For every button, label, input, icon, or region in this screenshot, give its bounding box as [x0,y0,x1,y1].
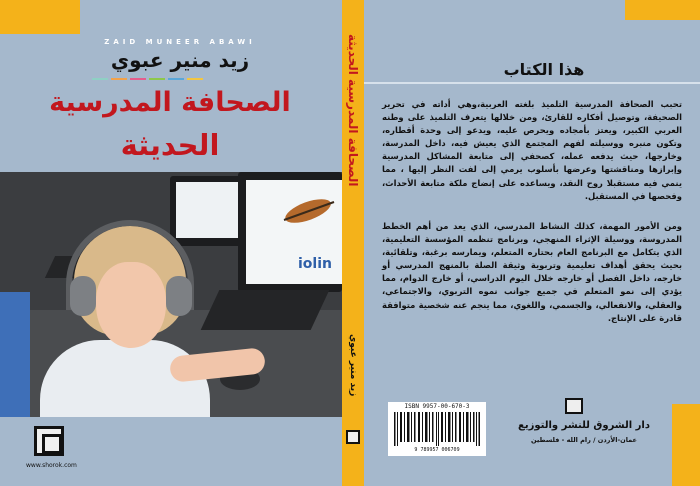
spine-publisher-logo-icon [346,430,360,444]
barcode-icon [394,412,480,446]
isbn-barcode-box [388,402,486,456]
back-cover [364,0,700,486]
publisher-logo-icon [34,426,64,456]
spine-title: الصحافة المدرسية الحديثة [346,33,360,187]
blurb-paragraph-2: ومن الأمور المهمة، كذلك النشاط المدرسي، الذي يعد من أهم الخطط المدروسة، ووسيلة الإثراء المنهجي، وبرنامج تنظمه المؤسسة التعليمية، الذي يتكامل مع البرنامج العام بحتاره المتعلم، ويمارسه برغبة، وتلقائية، بحيث يحقق أهداف تعليمية وتربوية وثيقة الصلة بالمنهج المدرسي أو خارجه، داخل الفصل أو خارجه خلال اليوم الدراسي، أو خارج الدوام، مما يؤدي إلى نمو المتعلم في جميع جوانب نموه التربوي، والاجتماعي، والعقلي، والانفعالي، والجسمي، واللغوي، مما ينجم عنه شخصية متوافقة قادرة على الإنتاج. [382,221,682,323]
front-cover [0,0,342,486]
barcode-digits: 9 789957 006709 [414,447,460,453]
book-title-line1: الصحافة المدرسية [49,87,291,118]
back-yellow-band-top [625,0,700,20]
blurb-paragraph-1: تحبب الصحافة المدرسية التلميذ بلغته العربية،وهي أداته في تحرير الصحيفة، وتوصيل أفكاره للقارئ، ومن خلالها يتعرف التلميذ على وطنه العربي الكبير، ويعتز بأمجاده ويحرص عليه، ويدعو إلى وحدة أقطاره، وتكون منبره ووسيلته لفهم المجتمع الذي يعيش فيه، داخل المدرسة، وخارجها، حيث يدفعه عمله، كصحفي إلى متابعة المشاكل المدرسية وإبرازها ومناقشتها وعرضها بأسلوب يرمي إلى لفت النظر إليها ، مما ينمي فيه مستقبلا روح النقد، ويساعده على إنضاج ملكة متابعة الأحداث، وفحصها في المستقبل. [382,99,682,201]
cover-photo-child-at-computer [0,172,342,417]
isbn-number: ISBN 9957-00-670-3 [404,403,470,410]
heading-divider [364,82,700,84]
author-name-latin: ZAID MUNEER ABAWI [104,38,256,46]
publisher-address: عمان-الأردن / رام الله - فلسطين [531,436,637,444]
spine-author: زيد منير عبوي [348,333,358,397]
front-yellow-band [0,0,342,34]
publisher-name: دار الشروق للنشر والتوزيع [518,420,650,431]
back-yellow-band-bottom [672,404,700,486]
publisher-website: www.shorok.com [26,462,77,469]
color-dots-divider [92,78,203,80]
back-publisher-logo-icon [565,398,583,414]
back-cover-heading: هذا الكتاب [503,60,585,79]
book-title-line2: الحديثة [120,128,220,162]
author-name-arabic: زيد منير عبوي [110,48,250,72]
screen-word: iolin [298,256,332,272]
